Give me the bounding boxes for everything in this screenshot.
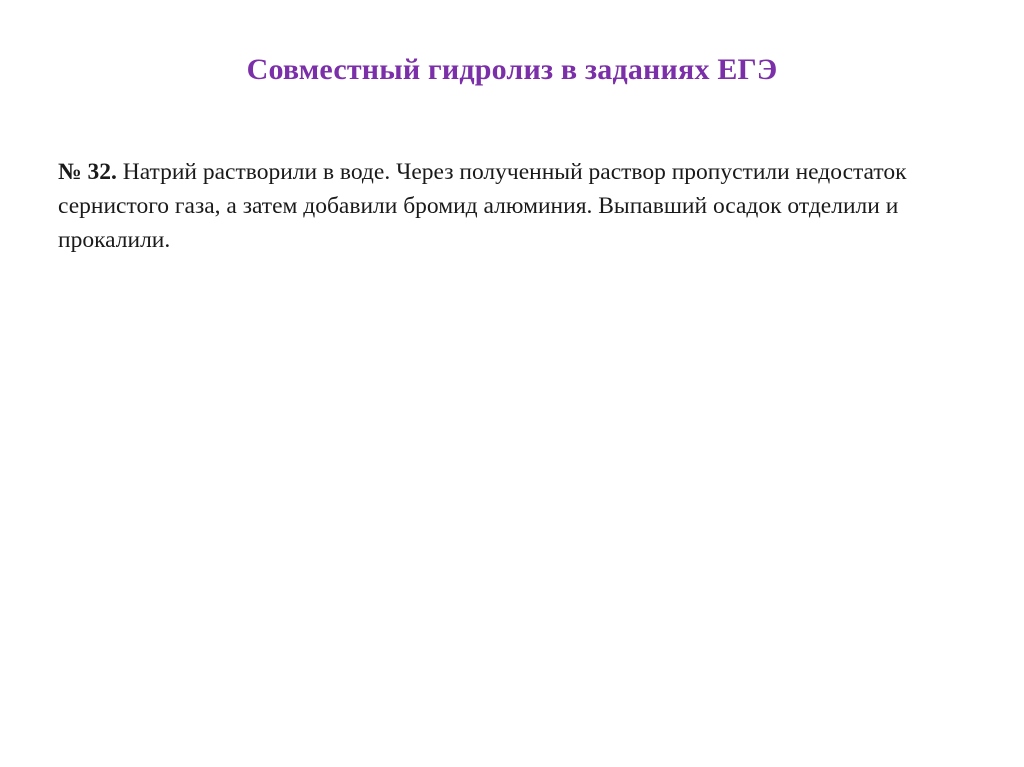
task-paragraph — [58, 155, 948, 257]
page-title: Совместный гидролиз в заданиях ЕГЭ — [246, 53, 778, 86]
task-text: Натрий растворили в воде. Через полученный раствор пропустили недостаток сернистого газа, а затем добавили бромид алюминия. Выпавший осадок отделили и прокалили. — [58, 159, 907, 253]
task-number: № 32. — [58, 159, 117, 185]
